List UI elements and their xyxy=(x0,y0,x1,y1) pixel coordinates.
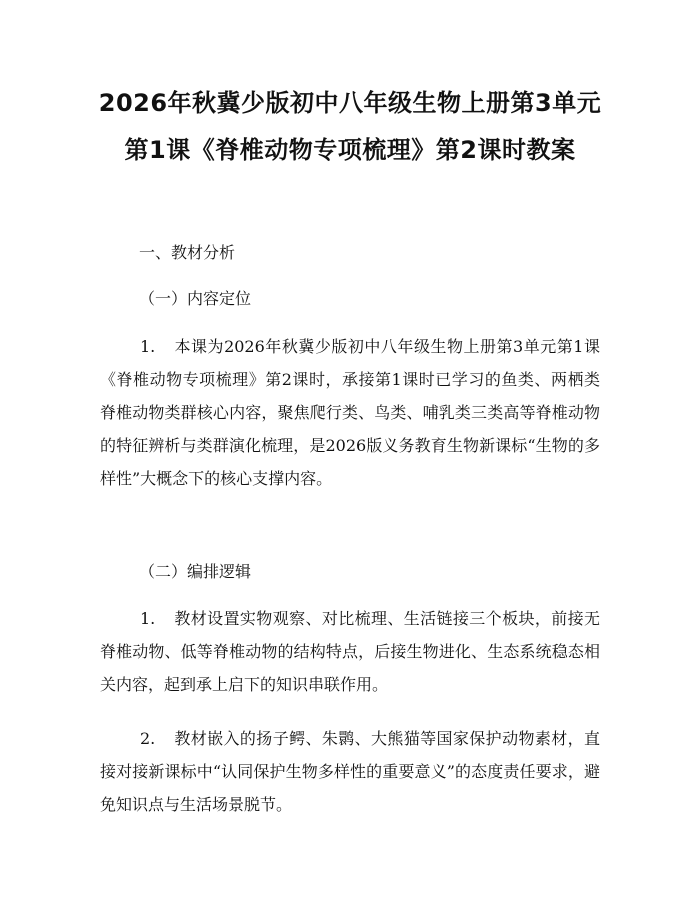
paragraph-number: 1. xyxy=(140,337,156,356)
subsection-heading-content-positioning: （一）内容定位 xyxy=(139,289,252,308)
subsection-heading-arrangement-logic: （二）编排逻辑 xyxy=(139,562,252,581)
paragraph-content-positioning-1 xyxy=(100,330,600,495)
section-heading-1: 一、教材分析 xyxy=(139,243,236,262)
paragraph-text: 教材嵌入的扬子鳄、朱鹮、大熊猫等国家保护动物素材，直接对接新课标中“认同保护生物多样性的重要意义”的态度责任要求，避免知识点与生活场景脱节。 xyxy=(100,729,600,814)
paragraph-arrangement-logic-2 xyxy=(100,722,600,821)
document-title: 2026年秋冀少版初中八年级生物上册第3单元第1课《脊椎动物专项梳理》第2课时教案 xyxy=(98,89,602,164)
paragraph-text: 本课为2026年秋冀少版初中八年级生物上册第3单元第1课《脊椎动物专项梳理》第2课时，承接第1课时已学习的鱼类、两栖类脊椎动物类群核心内容，聚焦爬行类、鸟类、哺乳类三类高等脊椎动物的特征辨析与类群演化梳理，是2026版义务教育生物新课标“生物的多样性”大概念下的核心支撑内容。 xyxy=(100,337,600,488)
paragraph-arrangement-logic-1 xyxy=(100,602,600,701)
paragraph-text: 教材设置实物观察、对比梳理、生活链接三个板块，前接无脊椎动物、低等脊椎动物的结构特点，后接生物进化、生态系统稳态相关内容，起到承上启下的知识串联作用。 xyxy=(100,609,600,694)
paragraph-number: 2. xyxy=(140,729,156,748)
paragraph-number: 1. xyxy=(140,609,156,628)
